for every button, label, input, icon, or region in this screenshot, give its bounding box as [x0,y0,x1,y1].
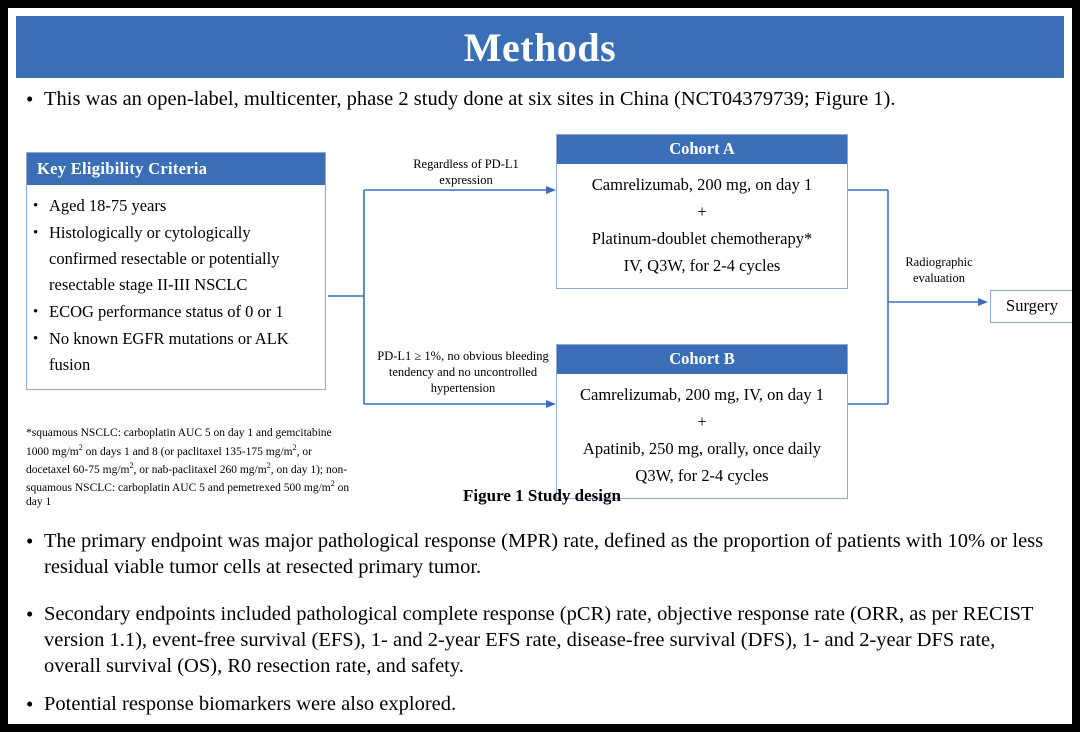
note-radiographic-evaluation: Radiographic evaluation [905,255,973,285]
bullet-secondary-endpoints [26,601,1056,679]
eligibility-item-text: No known EGFR mutations or ALK fusion [49,329,289,374]
eligibility-list [27,185,325,389]
cohort-a-plus: + [697,202,707,221]
bullet-marker: • [33,225,39,241]
bullet-marker: • [33,198,39,214]
note-pdl1-criteria: PD-L1 ≥ 1%, no obvious bleeding tendency and no uncontrolled hypertension [377,349,549,395]
cohort-a-line2: Platinum-doublet chemotherapy* [591,229,813,248]
figure-caption: Figure 1 Study design [463,486,621,505]
bullet-biomarkers-text: Potential response biomarkers were also explored. [44,693,457,715]
cohort-a-line1: Camrelizumab, 200 mg, on day 1 [591,175,813,194]
cohort-b-body [557,374,847,498]
bullet-primary-endpoint [26,528,1056,580]
cohort-b-header: Cohort B [557,345,847,374]
eligibility-item-text: ECOG performance status of 0 or 1 [49,302,284,321]
list-item [33,299,319,325]
bullet-marker: • [26,602,34,626]
bullet-marker: • [26,87,34,111]
eligibility-item-text: Aged 18-75 years [49,196,167,215]
bullet-primary-endpoint-text: The primary endpoint was major pathological response (MPR) rate, defined as the proportion of patients with 10% or less residual viable tumor cells at resected primary tumor. [44,530,1044,578]
cohort-a-body [557,164,847,288]
bullet-secondary-endpoints-text: Secondary endpoints included pathological complete response (pCR) rate, objective response rate (ORR, as per RECIST version 1.1), event-free survival (EFS), 1- and 2-year EFS rate, disease-free survival (DFS), 1- and 2-year DFS rate, overall survival (OS), R0 resection rate, and safety. [44,603,1034,677]
cohort-a-box [556,134,848,289]
bullet-biomarkers [26,691,1056,717]
eligibility-header: Key Eligibility Criteria [27,153,325,185]
cohort-b-plus: + [697,412,707,431]
cohort-a-header: Cohort A [557,135,847,164]
bullet-marker: • [33,331,39,347]
cohort-b-line3: Q3W, for 2-4 cycles [635,466,769,485]
bullet-top-text: This was an open-label, multicenter, phase 2 study done at six sites in China (NCT04379739; Figure 1). [44,88,896,110]
slide [8,8,1072,724]
bullet-top [26,86,1056,112]
list-item [33,326,319,378]
bullet-marker: • [26,529,34,553]
eligibility-item-text: Histologically or cytologically confirmed resectable or potentially resectable stage II-III NSCLC [49,223,280,294]
bullet-marker: • [33,304,39,320]
eligibility-box [26,152,326,390]
note-regardless-pdl1: Regardless of PD-L1 expression [413,157,519,187]
list-item [33,220,319,298]
cohort-b-line2: Apatinib, 250 mg, orally, once daily [582,439,822,458]
page-title: Methods [16,16,1064,78]
list-item [33,193,319,219]
cohort-a-line3: IV, Q3W, for 2-4 cycles [623,256,781,275]
cohort-b-line1: Camrelizumab, 200 mg, IV, on day 1 [580,385,824,404]
cohort-b-box [556,344,848,499]
surgery-box: Surgery [990,290,1072,323]
study-design-figure [22,126,1062,508]
bullet-marker: • [26,692,34,716]
figure-footnote: *squamous NSCLC: carboplatin AUC 5 on day 1 and gemcitabine 1000 $mg/m^2$ on days 1 and 8 (or paclitaxel 135-175 $mg/m^2$, or docetaxel 60-75 $mg/m^2$, or nab-paclitaxel 260 $mg/m^2$, on day 1); non-squamous NSCLC: carboplatin AUC 5 and pemetrexed 500 $mg/m^2$ on day 1 [26,427,350,509]
